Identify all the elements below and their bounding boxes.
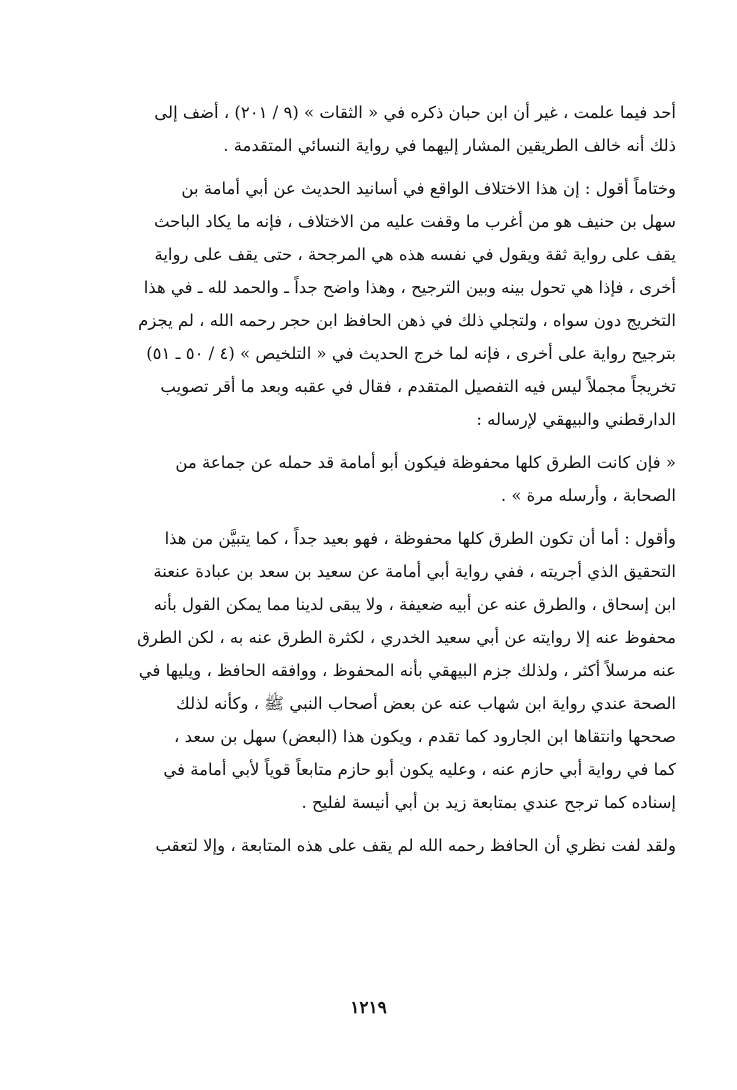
text-line: عنه مرسلاً أكثر ، ولذلك جزم البيهقي بأنه المحفوظ ، ووافقه الحافظ ، ويليها في [138,661,676,680]
text-line: سهل بن حنيف هو من أغرب ما وقفت عليه من الاختلاف ، فإنه ما يكاد الباحث [153,212,676,231]
body-text [78,96,676,862]
paragraph [78,96,676,162]
text-line: صححها وانتقاها ابن الجارود كما تقدم ، ويكون هذا (البعض) سهل بن سعد ، [174,727,676,746]
text-line: ابن إسحاق ، والطرق عنه عن أبيه ضعيفة ، ولا يبقى لدينا مما يمكن القول بأنه [153,595,676,614]
paragraph [78,172,676,436]
quoted-paragraph [78,446,676,512]
text-line: ولقد لفت نظري أن الحافظ رحمه الله لم يقف على هذه المتابعة ، وإلا لتعقب [155,836,676,855]
text-line: الصحابة ، وأرسله مرة » . [500,486,676,505]
text-line: التخريج دون سواه ، ولتجلي ذلك في ذهن الحافظ ابن حجر رحمه الله ، لم يجزم [138,311,676,330]
text-line: إسناده كما ترجح عندي بمتابعة زيد بن أبي أنيسة لفليح . [301,793,676,812]
text-line: وأقول : أما أن تكون الطرق كلها محفوظة ، فهو بعيد جداً ، كما يتبيَّن من هذا [164,529,676,548]
text-line: الدارقطني والبيهقي لإرساله : [476,410,676,429]
text-line: أخرى ، فإذا هي تحول بينه وبين الترجيح ، وهذا واضح جداً ـ والحمد لله ـ في هذا [143,278,676,297]
text-line: تخريجاً مجملاً ليس فيه التفصيل المتقدم ، فقال في عقبه وبعد ما أقر تصويب [160,377,676,396]
text-line: يقف على رواية ثقة ويقول في نفسه هذه هي المرجحة ، حتى يقف على رواية [154,245,676,264]
text-line: كما في رواية أبي حازم عنه ، وعليه يكون أبو حازم متابعاً قوياً لأبي أمامة في [163,760,676,779]
text-line: بترجيح رواية على أخرى ، فإنه لما خرج الحديث في « التلخيص » (٤ / ٥٠ ـ ٥١) [146,344,676,363]
text-line: محفوظ عنه إلا روايته عن أبي سعيد الخدري ، لكثرة الطرق عنه به ، لكن الطرق [137,628,676,647]
page-number: ١٢١٩ [350,998,387,1018]
text-line: أحد فيما علمت ، غير أن ابن حبان ذكره في « الثقات » (٩ / ٢٠١) ، أضف إلى [154,103,676,122]
text-line: التحقيق الذي أجريته ، ففي رواية أبي أمامة عن سعيد بن سعد بن عبادة عنعنة [153,562,676,581]
text-line: ذلك أنه خالف الطريقين المشار إليهما في رواية النسائي المتقدمة . [223,136,676,155]
paragraph [78,829,676,862]
text-line: « فإن كانت الطرق كلها محفوظة فيكون أبو أمامة قد حمله عن جماعة من [175,453,676,472]
text-line: الصحة عندي رواية ابن شهاب عنه عن بعض أصحاب النبي ﷺ ، وكأنه لذلك [176,694,676,713]
paragraph [78,522,676,819]
text-line: وختاماً أقول : إن هذا الاختلاف الواقع في أسانيد الحديث عن أبي أمامة بن [181,179,676,198]
